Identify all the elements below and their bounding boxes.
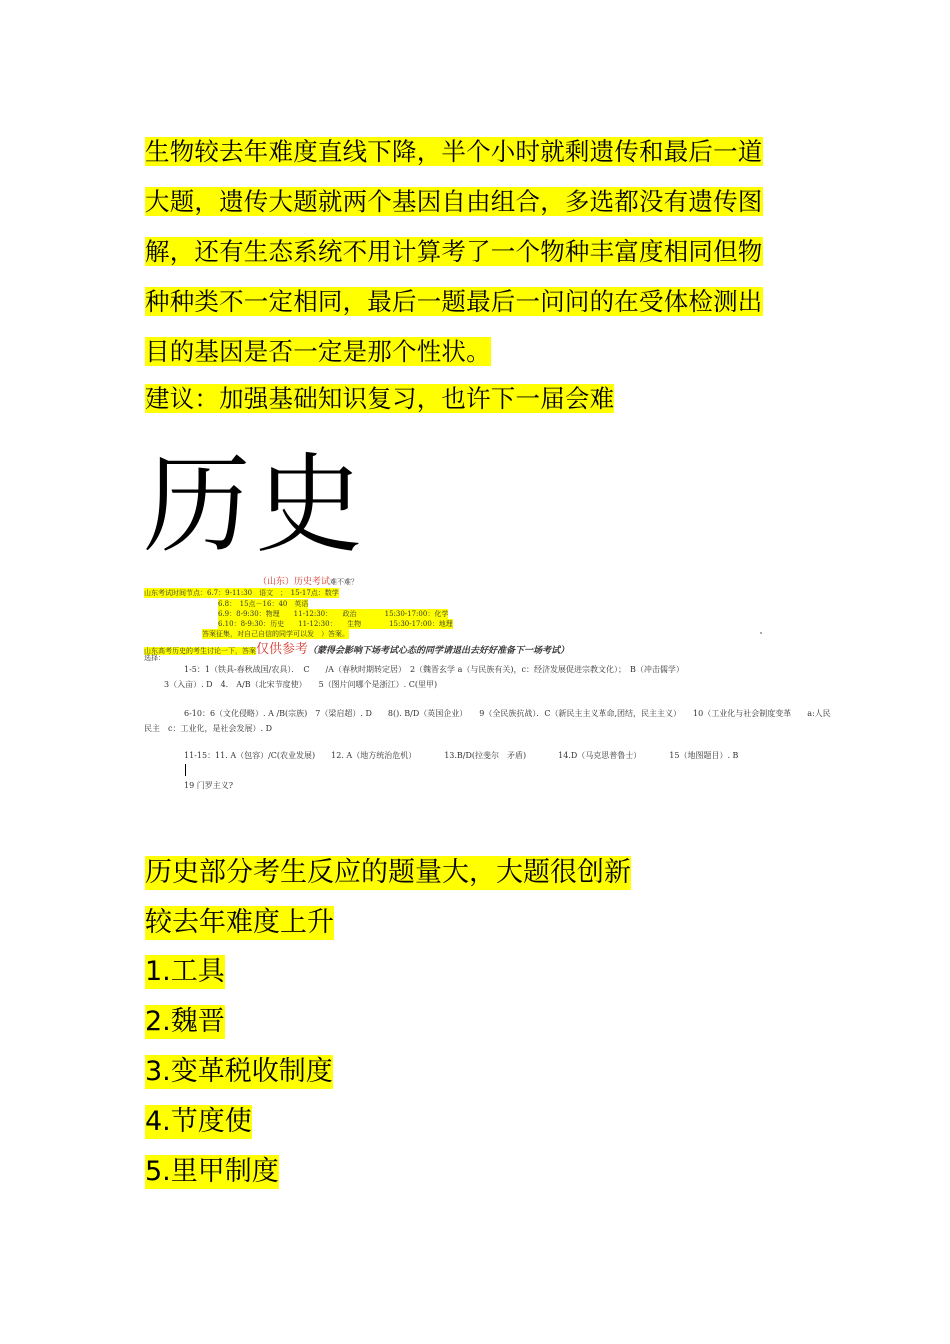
item-text: 节度使 — [170, 1106, 252, 1137]
embed-intro-a: 山东高考历史的考生讨论一下，答案 — [144, 647, 256, 655]
biology-paragraph — [145, 127, 785, 377]
embed-heading — [258, 574, 358, 587]
embed-answers-2: 3（入亩）. D 4. A/B（北宋节度使） 5（图片问哪个是浙江）. C(里甲) — [164, 680, 438, 689]
embed-choice-label: 选择： — [144, 654, 165, 662]
embed-schedule-3: 6.9：8-9:30：物理 11-12:30： 政治 15:30-17:00：化学 — [218, 610, 449, 618]
item-number: 3. — [145, 1056, 171, 1087]
advice-text: 建议：加强基础知识复习，也许下一届会难 — [145, 384, 615, 413]
biology-text: 生物较去年难度直线下降，半个小时就剩遗传和最后一道大题，遗传大题就两个基因自由组合，多选都没有遗传图解，还有生态系统不用计算考了一个物种丰富度相同但物种种类不一定相同，最后一题最后一问问的在受体检测出目的基因是否一定是那个性状。 — [145, 137, 763, 366]
embed-intro — [144, 638, 569, 657]
embed-intro-c: （蒙得会影响下场考试心态的同学请退出去好好准备下一场考试） — [308, 646, 570, 656]
history-item-5 — [145, 1155, 279, 1189]
embed-answers-6: 19 门罗主义? — [184, 781, 234, 790]
history-item-2 — [145, 1005, 225, 1039]
embed-schedule-2: 6.8： 15点－16：40 英语 — [218, 600, 309, 608]
history-summary-2 — [145, 906, 334, 940]
history-item-4 — [145, 1105, 252, 1139]
embed-intro-b: 仅供参考 — [256, 642, 309, 657]
biology-advice — [145, 376, 785, 422]
history-item-3 — [145, 1055, 333, 1089]
embed-heading-text: （山东）历史考试 — [258, 577, 331, 587]
item-number: 2. — [145, 1006, 171, 1037]
stray-dot — [760, 632, 762, 634]
item-text: 变革税收制度 — [170, 1056, 333, 1087]
item-number: 4. — [145, 1106, 171, 1137]
embed-answers-4: 民主 c：工业化，是社会发展）. D — [144, 724, 272, 733]
summary-2-text: 较去年难度上升 — [145, 907, 334, 938]
embed-heading-note: 难不难？ — [330, 578, 359, 586]
embed-schedule-1: 山东考试时间节点：6.7：9-11:30 语文 ； 15-17点：数学 — [144, 589, 339, 597]
summary-1-text: 历史部分考生反应的题量大，大题很创新 — [145, 857, 631, 888]
embed-answers-5: 11-15：11. A（包容）/C(农业发展) 12. A（地方统治危机） 13.B/D(拉斐尔 矛盾) 14.D（马克思普鲁士） 15（地图题目）. B — [184, 751, 739, 760]
item-text: 工具 — [170, 956, 225, 987]
embed-answers-1: 1-5：1（铁具-春秋战国/农具）． C /A（春秋时期转定居） 2（魏晋玄学 a（与民族有关)，c：经济发展促进宗教文化）； B（冲击儒学） — [184, 665, 684, 674]
item-number: 1. — [145, 956, 171, 987]
item-number: 5. — [145, 1156, 171, 1187]
embed-answers-3: 6-10：6（文化侵略）. A /B(宗族) 7（梁启超）. D 8(). B/D（英国企业） 9（全民族抗战）．C（新民主主义革命,团结，民主主义） 10（工业化与社会制度变革 a:人民 — [184, 709, 831, 718]
item-text: 里甲制度 — [170, 1156, 279, 1187]
embed-schedule-5: 答案征集，对自己自信的同学可以发 ）答案。 — [202, 630, 349, 638]
history-heading: 历史 — [143, 443, 368, 568]
history-item-1 — [145, 955, 225, 989]
item-text: 魏晋 — [170, 1006, 225, 1037]
text-cursor — [185, 764, 186, 776]
embedded-answer-image — [140, 572, 831, 802]
history-summary-1 — [145, 856, 631, 890]
embed-schedule-4: 6.10：8-9:30：历史 11-12:30： 生物 15:30-17:00：地理 — [218, 620, 453, 628]
